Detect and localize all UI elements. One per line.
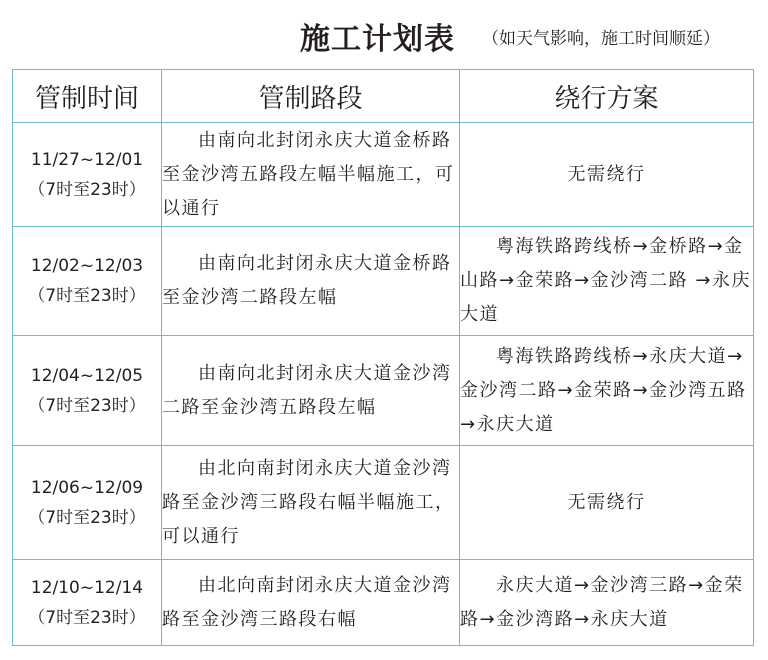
table-row: [13, 446, 754, 560]
date-range: 11/27~12/01: [30, 149, 144, 170]
date-range: 12/06~12/09: [30, 477, 144, 498]
date-range: 12/02~12/03: [30, 256, 144, 276]
control-time-cell: [13, 336, 162, 446]
table-row: [13, 560, 754, 646]
weather-note: （如天气影响，施工时间顺延）: [482, 29, 720, 49]
table-row: [13, 123, 754, 227]
control-section-cell: 由北向南封闭永庆大道金沙湾路至金沙湾三路段右幅: [162, 560, 460, 646]
hours: （7时至23时）: [28, 395, 146, 416]
hours: （7时至23时）: [28, 607, 146, 628]
control-section-cell: 由北向南封闭永庆大道金沙湾路至金沙湾三路段右幅半幅施工，可以通行: [162, 446, 460, 560]
detour-cell: 无需绕行: [460, 123, 754, 227]
date-range: 12/10~12/14: [30, 577, 144, 598]
hours: （7时至23时）: [28, 179, 146, 200]
column-header-section: 管制路段: [162, 70, 460, 123]
control-time-cell: [13, 560, 162, 646]
detour-cell: 粤海铁路跨线桥→金桥路→金山路→金荣路→金沙湾二路 →永庆大道: [460, 227, 754, 336]
control-section-cell: 由南向北封闭永庆大道金沙湾二路至金沙湾五路段左幅: [162, 336, 460, 446]
detour-cell: 永庆大道→金沙湾三路→金荣路→金沙湾路→永庆大道: [460, 560, 754, 646]
detour-cell: 无需绕行: [460, 446, 754, 560]
table-header-row: [13, 70, 754, 123]
detour-cell: 粤海铁路跨线桥→永庆大道→金沙湾二路→金荣路→金沙湾五路 →永庆大道: [460, 336, 754, 446]
control-time-cell: [13, 446, 162, 560]
construction-plan-table: [12, 69, 754, 646]
table-row: [13, 336, 754, 446]
title-row: [0, 0, 768, 64]
page-title: 施工计划表: [300, 22, 455, 57]
hours: （7时至23时）: [28, 286, 146, 306]
control-section-cell: 由南向北封闭永庆大道金桥路至金沙湾二路段左幅: [162, 227, 460, 336]
hours: （7时至23时）: [28, 507, 146, 528]
column-header-time: 管制时间: [13, 70, 162, 123]
column-header-detour: 绕行方案: [460, 70, 754, 123]
control-time-cell: [13, 123, 162, 227]
control-section-cell: 由南向北封闭永庆大道金桥路至金沙湾五路段左幅半幅施工，可以通行: [162, 123, 460, 227]
control-time-cell: [13, 227, 162, 336]
date-range: 12/04~12/05: [30, 365, 144, 386]
table-row: [13, 227, 754, 336]
